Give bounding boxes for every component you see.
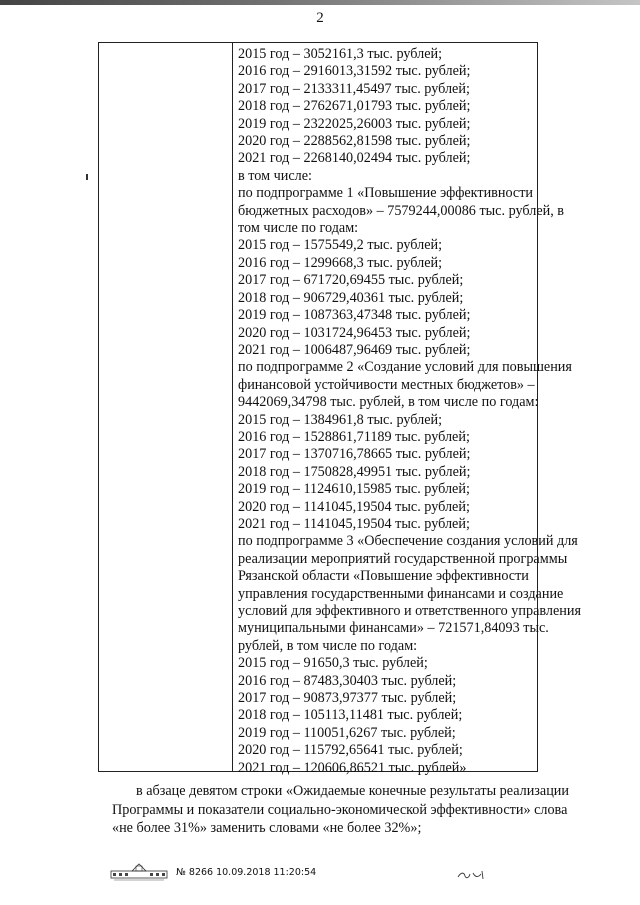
table-text-line: по подпрограмме 3 «Обеспечение создания условий для xyxy=(238,533,578,550)
table-text-line: 2016 год – 1299668,3 тыс. рублей; xyxy=(238,254,443,271)
table-text-line: 2021 год – 120606,86521 тыс. рублей» xyxy=(238,759,467,776)
table-text-line: финансовой устойчивости местных бюджетов» – xyxy=(238,376,535,393)
page-number: 2 xyxy=(316,10,324,26)
table-text-line: 2021 год – 1006487,96469 тыс. рублей; xyxy=(238,341,471,358)
table-text-line: 2016 год – 1528861,71189 тыс. рублей; xyxy=(238,428,470,445)
table-text-line: по подпрограмме 2 «Создание условий для повышения xyxy=(238,359,572,376)
registration-number: № 8266 10.09.2018 11:20:54 xyxy=(176,866,317,878)
scan-edge xyxy=(0,0,640,5)
table-cell-financing xyxy=(238,46,581,777)
table-text-line: 2020 год – 2288562,81598 тыс. рублей; xyxy=(238,133,471,150)
table-text-line: 2015 год – 1384961,8 тыс. рублей; xyxy=(238,411,443,428)
table-text-line: 9442069,34798 тыс. рублей, в том числе по годам: xyxy=(238,394,539,411)
table-text-line: управления государственными финансами и создание xyxy=(238,585,564,602)
table-text-line: бюджетных расходов» – 7579244,00086 тыс. рублей, в xyxy=(238,202,565,219)
table-text-line: 2017 год – 1370716,78665 тыс. рублей; xyxy=(238,446,471,463)
table-text-line: 2017 год – 90873,97377 тыс. рублей; xyxy=(238,690,457,707)
table-text-line: по подпрограмме 1 «Повышение эффективности xyxy=(238,185,534,202)
table-text-line: 2016 год – 2916013,31592 тыс. рублей; xyxy=(238,63,471,80)
table-column-divider xyxy=(232,43,233,771)
registry-stamp-logo xyxy=(110,862,168,882)
table-text-line: том числе по годам: xyxy=(238,220,359,237)
table-text-line: 2017 год – 2133311,45497 тыс. рублей; xyxy=(238,80,470,97)
table-text-line: 2018 год – 105113,11481 тыс. рублей; xyxy=(238,707,463,724)
table-text-line: 2015 год – 1575549,2 тыс. рублей; xyxy=(238,237,443,254)
paragraph-text-line: Программы и показатели социально-экономической эффективности» слова xyxy=(112,801,568,818)
table-text-line: 2020 год – 1031724,96453 тыс. рублей; xyxy=(238,324,471,341)
table-text-line: условий для эффективного и ответственного управления xyxy=(238,603,581,619)
table-text-line: 2017 год – 671720,69455 тыс. рублей; xyxy=(238,272,464,289)
document-table xyxy=(98,42,581,776)
table-text-line: 2016 год – 87483,30403 тыс. рублей; xyxy=(238,672,457,689)
paragraph-text-line: в абзаце девятом строки «Ожидаемые конечные результаты реализации xyxy=(136,783,569,799)
table-text-line: 2015 год – 91650,3 тыс. рублей; xyxy=(238,655,428,672)
table-text-line: 2019 год – 1087363,47348 тыс. рублей; xyxy=(238,307,471,324)
table-text-line: рублей, в том числе по годам: xyxy=(238,637,418,654)
table-text-line: 2020 год – 115792,65641 тыс. рублей; xyxy=(238,742,463,759)
table-text-line: муниципальными финансами» – 721571,84093 тыс. xyxy=(238,620,549,637)
table-text-line: 2018 год – 906729,40361 тыс. рублей; xyxy=(238,289,464,306)
table-text-line: 2019 год – 110051,6267 тыс. рублей; xyxy=(238,724,456,741)
table-text-line: реализации мероприятий государственной программы xyxy=(238,550,568,567)
handwritten-initials xyxy=(456,868,486,882)
table-text-line: 2018 год – 1750828,49951 тыс. рублей; xyxy=(238,463,471,480)
table-text-line: Рязанской области «Повышение эффективности xyxy=(238,568,529,585)
table-text-line: в том числе: xyxy=(238,167,312,184)
table-text-line: 2021 год – 1141045,19504 тыс. рублей; xyxy=(238,515,470,532)
table-text-line: 2021 год – 2268140,02494 тыс. рублей; xyxy=(238,150,471,167)
paragraph-text-line: «не более 31%» заменить словами «не более 32%»; xyxy=(112,820,422,836)
table-text-line: 2019 год – 1124610,15985 тыс. рублей; xyxy=(238,481,470,498)
table-text-line: 2015 год – 3052161,3 тыс. рублей; xyxy=(238,46,443,62)
table-text-line: 2019 год – 2322025,26003 тыс. рублей; xyxy=(238,115,471,132)
stray-mark xyxy=(86,174,88,180)
amendment-paragraph xyxy=(112,782,612,838)
table-text-line: 2018 год – 2762671,01793 тыс. рублей; xyxy=(238,98,471,115)
table-text-line: 2020 год – 1141045,19504 тыс. рублей; xyxy=(238,498,470,515)
footer xyxy=(110,860,316,884)
